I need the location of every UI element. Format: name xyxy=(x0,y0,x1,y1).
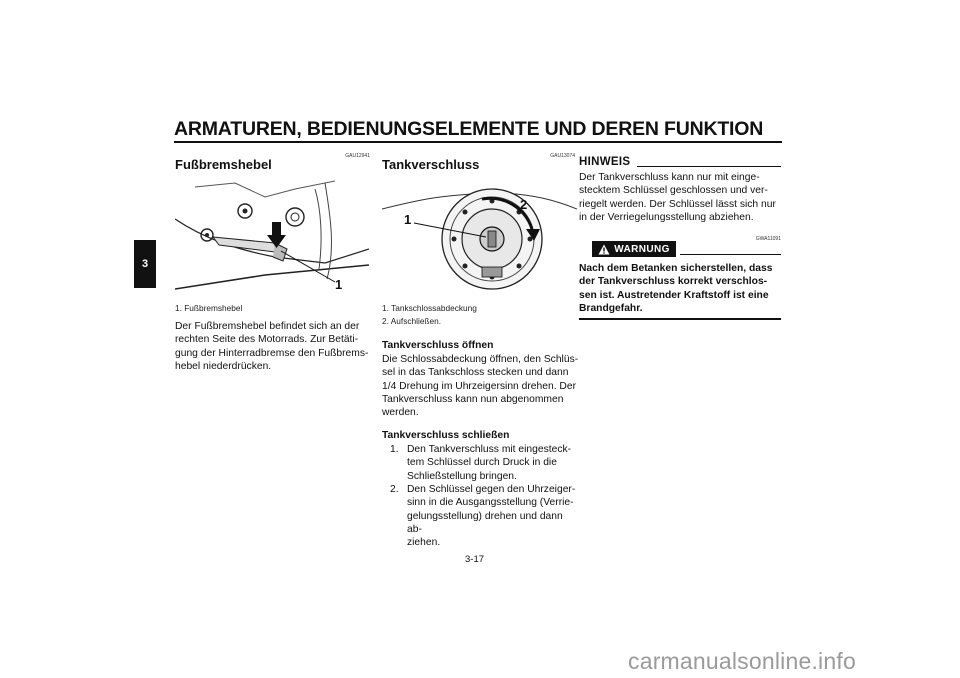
warning-code: GWA11091 xyxy=(755,236,781,242)
step-line: Den Schlüssel gegen den Uhrzeiger- xyxy=(407,484,576,495)
open-body xyxy=(382,353,582,419)
warning-triangle-icon xyxy=(598,244,610,255)
figure-callout-1: 1 xyxy=(335,277,343,292)
body-line: stecktem Schlüssel geschlossen und ver- xyxy=(579,185,768,197)
fuelcap-photo xyxy=(382,179,577,296)
body-line: riegelt werden. Der Schlüssel lässt sich nur xyxy=(579,198,776,210)
section-title-footbrake: Fußbremshebel xyxy=(175,157,272,172)
warning-badge xyxy=(592,241,676,257)
step-line: sinn in die Ausgangsstellung (Verrie- xyxy=(407,497,574,509)
caption-footbrake: 1. Fußbremshebel xyxy=(175,303,243,313)
header-rule xyxy=(174,141,782,143)
chapter-tab: 3 xyxy=(134,240,156,288)
body-line: sen ist. Austretender Kraftstoff ist eine xyxy=(579,289,769,301)
step-line: tem Schlüssel durch Druck in die xyxy=(407,457,557,469)
body-line: sel in das Tankschloss stecken und dann xyxy=(382,367,569,379)
body-line: 1/4 Drehung im Uhrzeigersinn drehen. Der xyxy=(382,380,577,392)
warning-rule-bottom xyxy=(579,318,781,320)
footbrake-illustration xyxy=(175,179,369,295)
step-line: Schließstellung bringen. xyxy=(407,470,517,482)
figure-callout-2: 2 xyxy=(520,197,528,212)
step-number: 1. xyxy=(390,444,399,455)
section-code-footbrake: GAU12941 xyxy=(345,153,370,159)
body-line: gung der Hinterradbremse den Fußbrems- xyxy=(175,347,369,359)
figure-callout-1: 1 xyxy=(404,212,412,227)
section-title-fuelcap: Tankverschluss xyxy=(382,157,480,172)
body-line: Nach dem Betanken sicherstellen, dass xyxy=(579,263,773,274)
warning-body xyxy=(579,262,785,315)
step-line: Den Tankverschluss mit eingesteck- xyxy=(407,444,572,455)
step-text xyxy=(407,443,577,483)
page-title: ARMATUREN, BEDIENUNGSELEMENTE UND DEREN FUNKTION xyxy=(174,118,764,140)
body-line: der Tankverschluss korrekt verschlos- xyxy=(579,276,768,288)
watermark: carmanualsonline.info xyxy=(628,648,856,674)
notice-body xyxy=(579,171,785,224)
body-line: Der Fußbremshebel befindet sich an der xyxy=(175,321,360,332)
body-line: Der Tankverschluss kann nur mit einge- xyxy=(579,172,760,183)
body-line: Die Schlossabdeckung öffnen, den Schlüs- xyxy=(382,354,579,365)
warning-label: WARNUNG xyxy=(614,243,670,255)
step-line: ziehen. xyxy=(407,537,441,549)
body-line: werden. xyxy=(382,407,419,419)
step-number: 2. xyxy=(390,484,399,495)
step-line: gelungsstellung) drehen und dann ab- xyxy=(407,510,563,535)
subsection-title-close: Tankverschluss schließen xyxy=(382,430,510,441)
body-line: Brandgefahr. xyxy=(579,302,643,314)
fuelcap-illustration xyxy=(382,179,577,296)
step-item xyxy=(390,443,580,483)
warning-rule-top xyxy=(680,254,781,255)
notice-rule xyxy=(637,166,781,167)
page-number: 3-17 xyxy=(465,554,485,565)
step-item xyxy=(390,483,580,549)
caption-fuelcap-2: 2. Aufschließen. xyxy=(382,316,442,326)
step-text xyxy=(407,483,577,549)
subsection-title-open: Tankverschluss öffnen xyxy=(382,340,494,351)
body-line: Tankverschluss kann nun abgenommen xyxy=(382,393,564,405)
footbrake-photo xyxy=(175,179,369,295)
caption-fuelcap-1: 1. Tankschlossabdeckung xyxy=(382,303,477,313)
notice-title: HINWEIS xyxy=(579,156,631,168)
footbrake-body xyxy=(175,320,375,373)
body-line: hebel niederdrücken. xyxy=(175,360,272,372)
body-line: rechten Seite des Motorrads. Zur Betäti- xyxy=(175,334,359,346)
body-line: in der Verriegelungsstellung abziehen. xyxy=(579,211,754,223)
section-code-fuelcap: GAU13074 xyxy=(550,153,575,159)
